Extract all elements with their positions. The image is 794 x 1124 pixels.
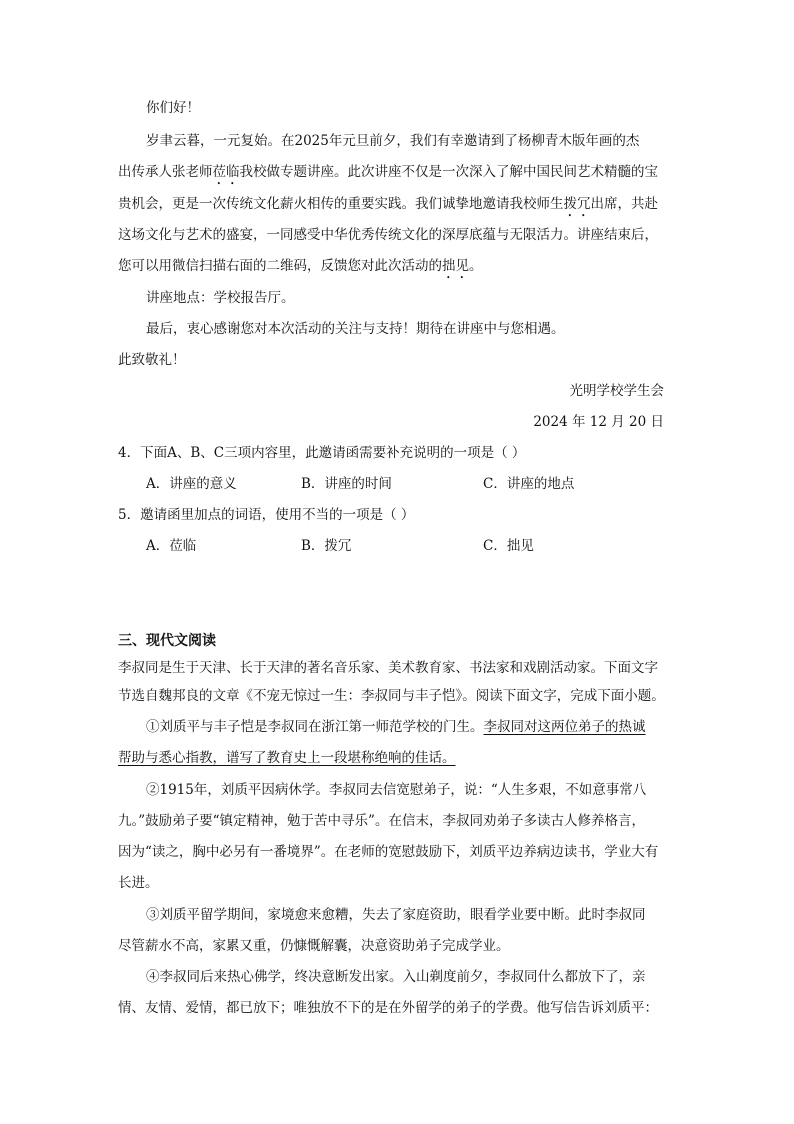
question-5-option-c: C．拙见	[483, 538, 534, 554]
letter-venue: 讲座地点：学校报告厅。	[146, 290, 295, 306]
question-5-option-a: A．莅临	[146, 538, 197, 554]
passage-paragraph-2-cont: 因为“读之，胸中必另有一番境界”。在老师的宽慰鼓励下，刘质平边养病边读书，学业大有	[118, 844, 659, 860]
letter-paragraph-line: 出传承人张老师莅临我校做专题讲座。此次讲座不仅是一次深入了解中国民间艺术精髓的宝	[118, 164, 658, 180]
passage-paragraph-3: ③刘质平留学期间，家境愈来愈糟，失去了家庭资助，眼看学业要中断。此时李叔同	[146, 907, 646, 923]
section-intro-line: 李叔同是生于天津、长于天津的著名音乐家、美术教育家、书法家和戏剧活动家。下面文字	[118, 660, 658, 676]
dotted-word-lilin: 莅临	[212, 164, 240, 180]
question-5-stem: 5．邀请函里加点的词语，使用不当的一项是（ ）	[118, 507, 415, 523]
question-4-option-b: B．讲座的时间	[301, 476, 392, 492]
passage-paragraph-2-cont: 九。”鼓励弟子要“镇定精神，勉于苦中寻乐”。在信末，李叔同劝弟子多读古人修养格言，	[118, 813, 645, 829]
section-heading: 三、现代文阅读	[118, 633, 216, 649]
question-4-option-a: A．讲座的意义	[146, 476, 237, 492]
passage-paragraph-4: ④李叔同后来热心佛学，终决意断发出家。入山剃度前夕，李叔同什么都放下了，亲	[146, 969, 646, 985]
letter-paragraph-line: 岁聿云暮，一元复始。在2025年元旦前夕，我们有幸邀请到了杨柳青木版年画的杰	[146, 133, 640, 149]
passage-paragraph-1-cont	[118, 748, 456, 768]
passage-paragraph-2: ②1915年，刘质平因病休学。李叔同去信宽慰弟子，说：“人生多艰，不如意事常八	[146, 782, 647, 798]
letter-paragraph-line: 您可以用微信扫描右面的二维码，反馈您对此次活动的拙见。	[118, 258, 483, 274]
letter-date: 2024 年 12 月 20 日	[533, 414, 664, 430]
dotted-word-zhuojian: 拙见	[442, 258, 469, 274]
underlined-sentence: 帮助与悉心指教，谱写了教育史上一段堪称绝响的佳话。	[118, 750, 456, 766]
section-intro-line: 节选自魏邦良的文章《不宠无惊过一生：李叔同与丰子恺》。阅读下面文字，完成下面小题。	[118, 688, 665, 704]
letter-closing: 最后，衷心感谢您对本次活动的关注与支持！期待在讲座中与您相遇。	[146, 321, 565, 337]
underlined-sentence: 李叔同对这两位弟子的热诚	[483, 719, 646, 735]
letter-paragraph-line: 贵机会，更是一次传统文化薪火相传的重要实践。我们诚挚地邀请我校师生拨冗出席，共赴	[118, 196, 658, 212]
question-4-stem: 4．下面A、B、C三项内容里，此邀请函需要补充说明的一项是（ ）	[118, 445, 526, 461]
letter-salute: 此致敬礼！	[118, 352, 186, 368]
letter-paragraph-line: 这场文化与艺术的盛宴，一同感受中华优秀传统文化的深厚底蕴与无限活力。讲座结束后，	[118, 227, 658, 243]
question-5-option-b: B．拨冗	[301, 538, 352, 554]
dotted-word-boruan: 拨冗	[563, 196, 591, 212]
passage-paragraph-2-cont: 长进。	[118, 875, 159, 891]
passage-paragraph-4-cont: 情、友情、爱情，都已放下；唯独放不下的是在外留学的弟子的学费。他写信告诉刘质平：	[118, 1000, 658, 1016]
passage-paragraph-3-cont: 尽管薪水不高，家累又重，仍慷慨解囊，决意资助弟子完成学业。	[118, 938, 510, 954]
passage-paragraph-1: ①刘质平与丰子恺是李叔同在浙江第一师范学校的门生。李叔同对这两位弟子的热诚	[146, 719, 646, 735]
letter-greeting: 你们好！	[146, 100, 200, 116]
letter-signature: 光明学校学生会	[569, 383, 664, 399]
question-4-option-c: C．讲座的地点	[483, 476, 575, 492]
